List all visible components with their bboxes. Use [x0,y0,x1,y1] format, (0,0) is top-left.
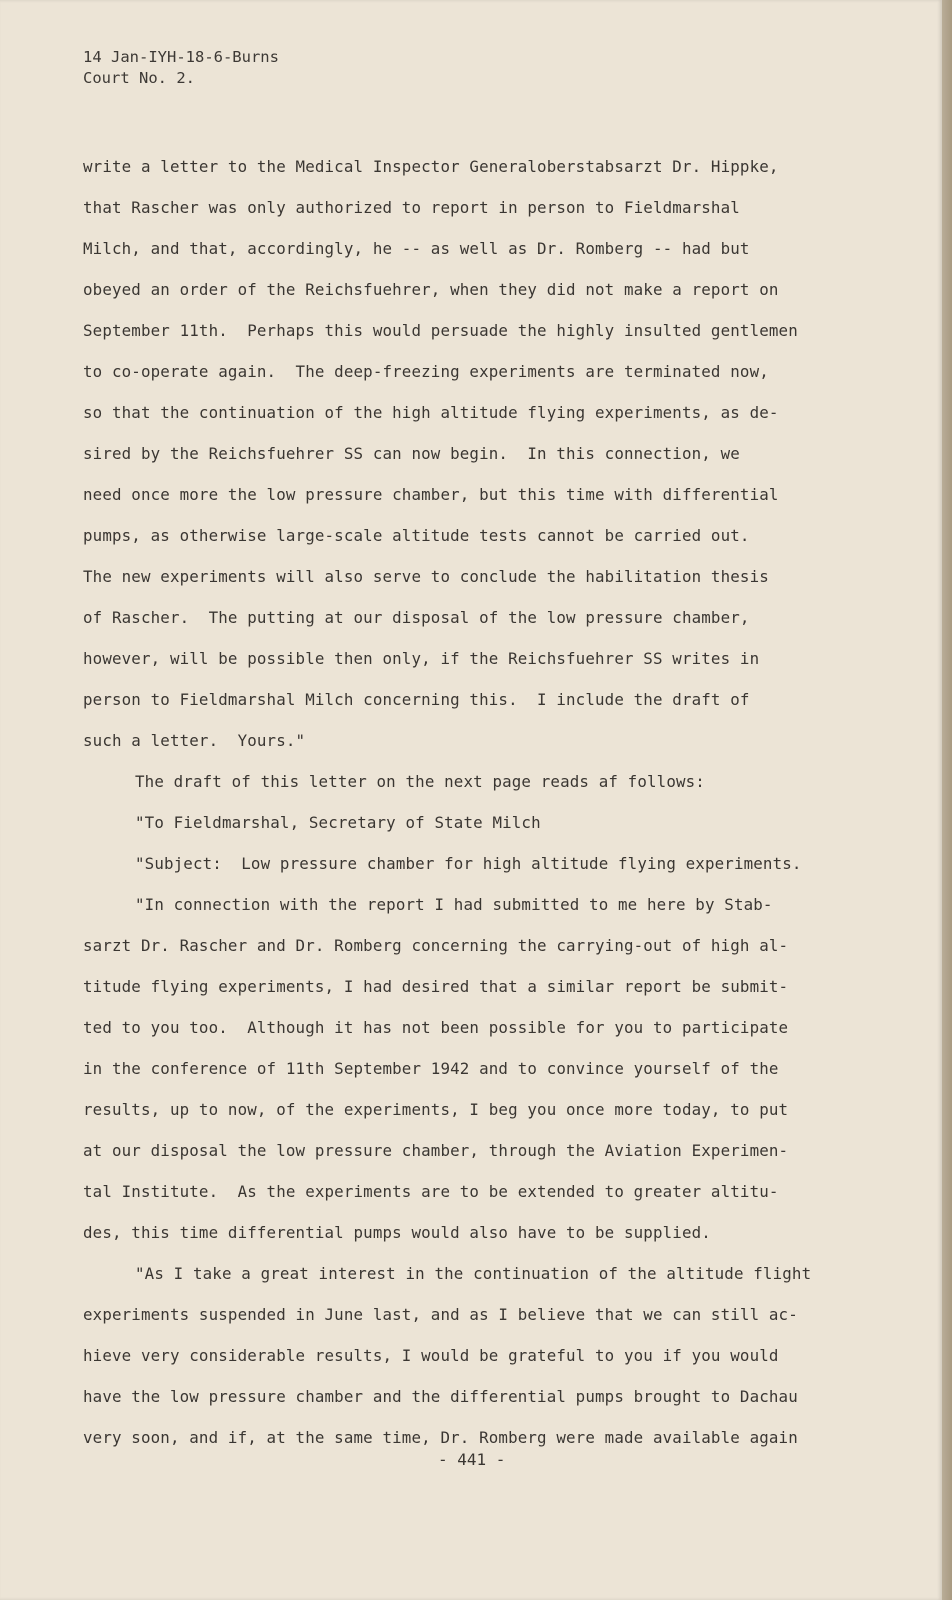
text-line: at our disposal the low pressure chamber, through the Aviation Experimen- [83,1141,789,1160]
text-line: of Rascher. The putting at our disposal of the low pressure chamber, [83,608,750,627]
text-line: write a letter to the Medical Inspector Generaloberstabsarzt Dr. Hippke, [83,157,779,176]
text-line: "In connection with the report I had submitted to me here by Stab- [135,895,773,914]
text-line: tal Institute. As the experiments are to be extended to greater altitu- [83,1182,779,1201]
text-line: hieve very considerable results, I would be grateful to you if you would [83,1346,779,1365]
text-line: des, this time differential pumps would also have to be supplied. [83,1223,711,1242]
text-line: obeyed an order of the Reichsfuehrer, when they did not make a report on [83,280,779,299]
text-line: such a letter. Yours." [83,731,306,750]
text-line: titude flying experiments, I had desired that a similar report be submit- [83,977,789,996]
text-line: Milch, and that, accordingly, he -- as well as Dr. Romberg -- had but [83,239,750,258]
text-line: very soon, and if, at the same time, Dr. Romberg were made available again [83,1428,798,1447]
text-line: however, will be possible then only, if the Reichsfuehrer SS writes in [83,649,760,668]
text-line: ted to you too. Although it has not been possible for you to participate [83,1018,789,1037]
header-reference: 14 Jan-IYH-18-6-Burns [83,48,279,66]
text-line: "Subject: Low pressure chamber for high altitude flying experiments. [135,854,802,873]
text-line: "To Fieldmarshal, Secretary of State Milch [135,813,541,832]
text-line: pumps, as otherwise large-scale altitude tests cannot be carried out. [83,526,750,545]
text-line: that Rascher was only authorized to report in person to Fieldmarshal [83,198,740,217]
text-line: need once more the low pressure chamber, but this time with differential [83,485,779,504]
text-line: so that the continuation of the high altitude flying experiments, as de- [83,403,779,422]
header-court: Court No. 2. [83,69,195,87]
text-line: The new experiments will also serve to conclude the habilitation thesis [83,567,769,586]
page-number: - 441 - [438,1450,506,1469]
document-body [83,146,853,1458]
text-line: September 11th. Perhaps this would persuade the highly insulted gentlemen [83,321,798,340]
text-line: experiments suspended in June last, and as I believe that we can still ac- [83,1305,798,1324]
document-header [83,47,279,89]
text-line: The draft of this letter on the next page reads af follows: [135,772,705,791]
text-line: sired by the Reichsfuehrer SS can now begin. In this connection, we [83,444,740,463]
text-line: sarzt Dr. Rascher and Dr. Romberg concerning the carrying-out of high al- [83,936,789,955]
paper-edge [942,0,952,1600]
text-line: in the conference of 11th September 1942 and to convince yourself of the [83,1059,779,1078]
text-line: "As I take a great interest in the continuation of the altitude flight [135,1264,812,1283]
text-line: to co-operate again. The deep-freezing experiments are terminated now, [83,362,769,381]
text-line: have the low pressure chamber and the differential pumps brought to Dachau [83,1387,798,1406]
text-line: results, up to now, of the experiments, I beg you once more today, to put [83,1100,789,1119]
text-line: person to Fieldmarshal Milch concerning this. I include the draft of [83,690,750,709]
